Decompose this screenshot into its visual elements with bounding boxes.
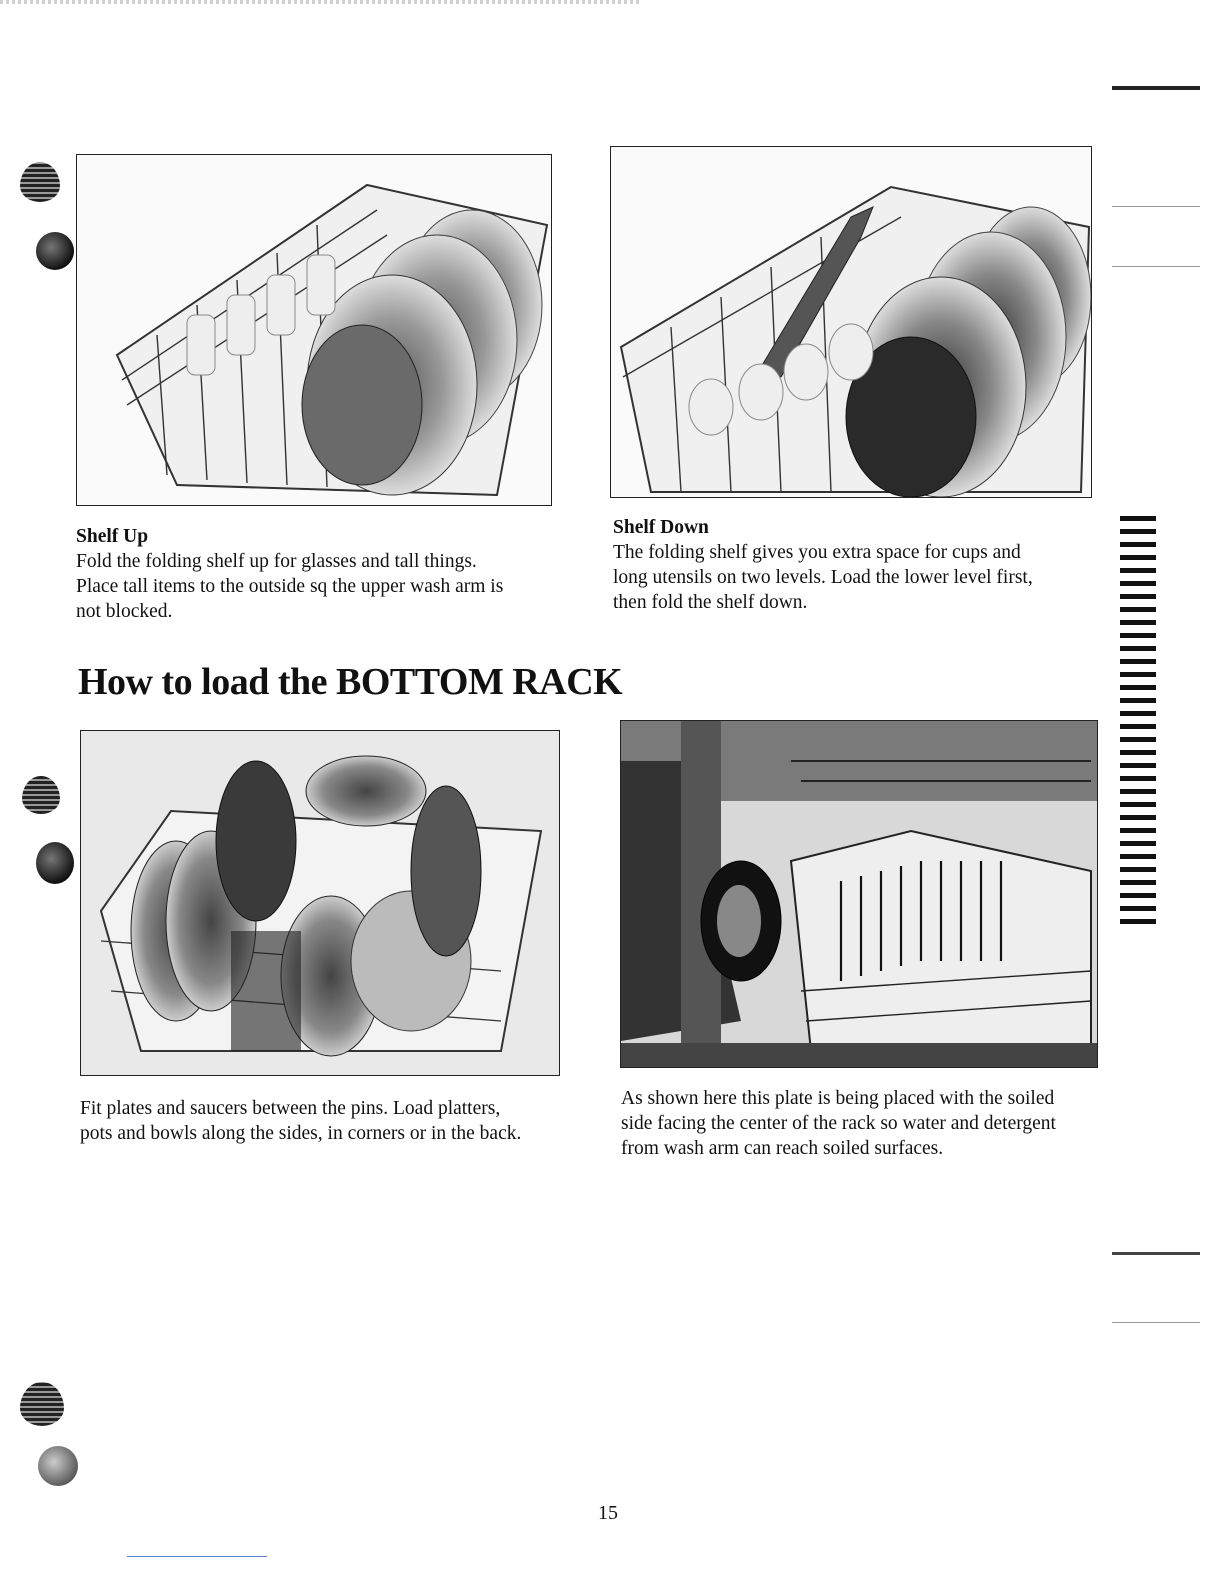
caption-line: long utensils on two levels. Load the lower level first, [613,567,1033,588]
binder-hole-2 [36,842,74,884]
caption-bottom-left [80,1096,600,1146]
caption-shelf-down [613,515,1103,615]
caption-heading: Shelf Up [76,526,149,547]
caption-shelf-up [76,524,576,624]
binder-lens-2 [22,776,60,814]
photo-shelf-up [76,154,552,506]
photo-shelf-down [610,146,1092,498]
page-number: 15 [598,1502,618,1524]
caption-line: from wash arm can reach soiled surfaces. [621,1138,944,1159]
caption-line: Fit plates and saucers between the pins. Load platters, [80,1098,501,1119]
caption-line: As shown here this plate is being placed with the soiled [621,1088,1055,1109]
caption-line: side facing the center of the rack so water and detergent [621,1113,1056,1134]
rack-illustration [81,731,559,1075]
caption-line: pots and bowls along the sides, in corners or in the back. [80,1123,522,1144]
photo-plate-placement [620,720,1098,1068]
caption-line: then fold the shelf down. [613,592,808,613]
caption-line: Fold the folding shelf up for glasses and tall things. [76,551,477,572]
scan-artifact [1112,1252,1200,1255]
caption-line: Place tall items to the outside sq the upper wash arm is [76,576,504,597]
caption-line: The folding shelf gives you extra space for cups and [613,542,1021,563]
photo-bottom-rack-loaded [80,730,560,1076]
rack-illustration [621,721,1097,1067]
section-title: How to load the BOTTOM RACK [78,661,623,703]
scan-edge-top [0,0,640,4]
scan-artifact [1112,1322,1200,1323]
caption-line: not blocked. [76,601,173,622]
scan-artifact [1112,266,1200,267]
binder-hole-3 [38,1446,78,1486]
binder-lens-1 [20,162,60,202]
scan-artifact [127,1556,267,1557]
scan-artifact [1112,86,1200,90]
rack-illustration [611,147,1091,497]
scan-artifact [1112,206,1200,207]
binder-lens-3 [20,1382,64,1426]
rack-illustration [77,155,551,505]
caption-bottom-right [621,1086,1121,1161]
caption-heading: Shelf Down [613,517,709,538]
scan-edge-bars [1120,516,1156,932]
binder-hole-1 [36,232,74,270]
